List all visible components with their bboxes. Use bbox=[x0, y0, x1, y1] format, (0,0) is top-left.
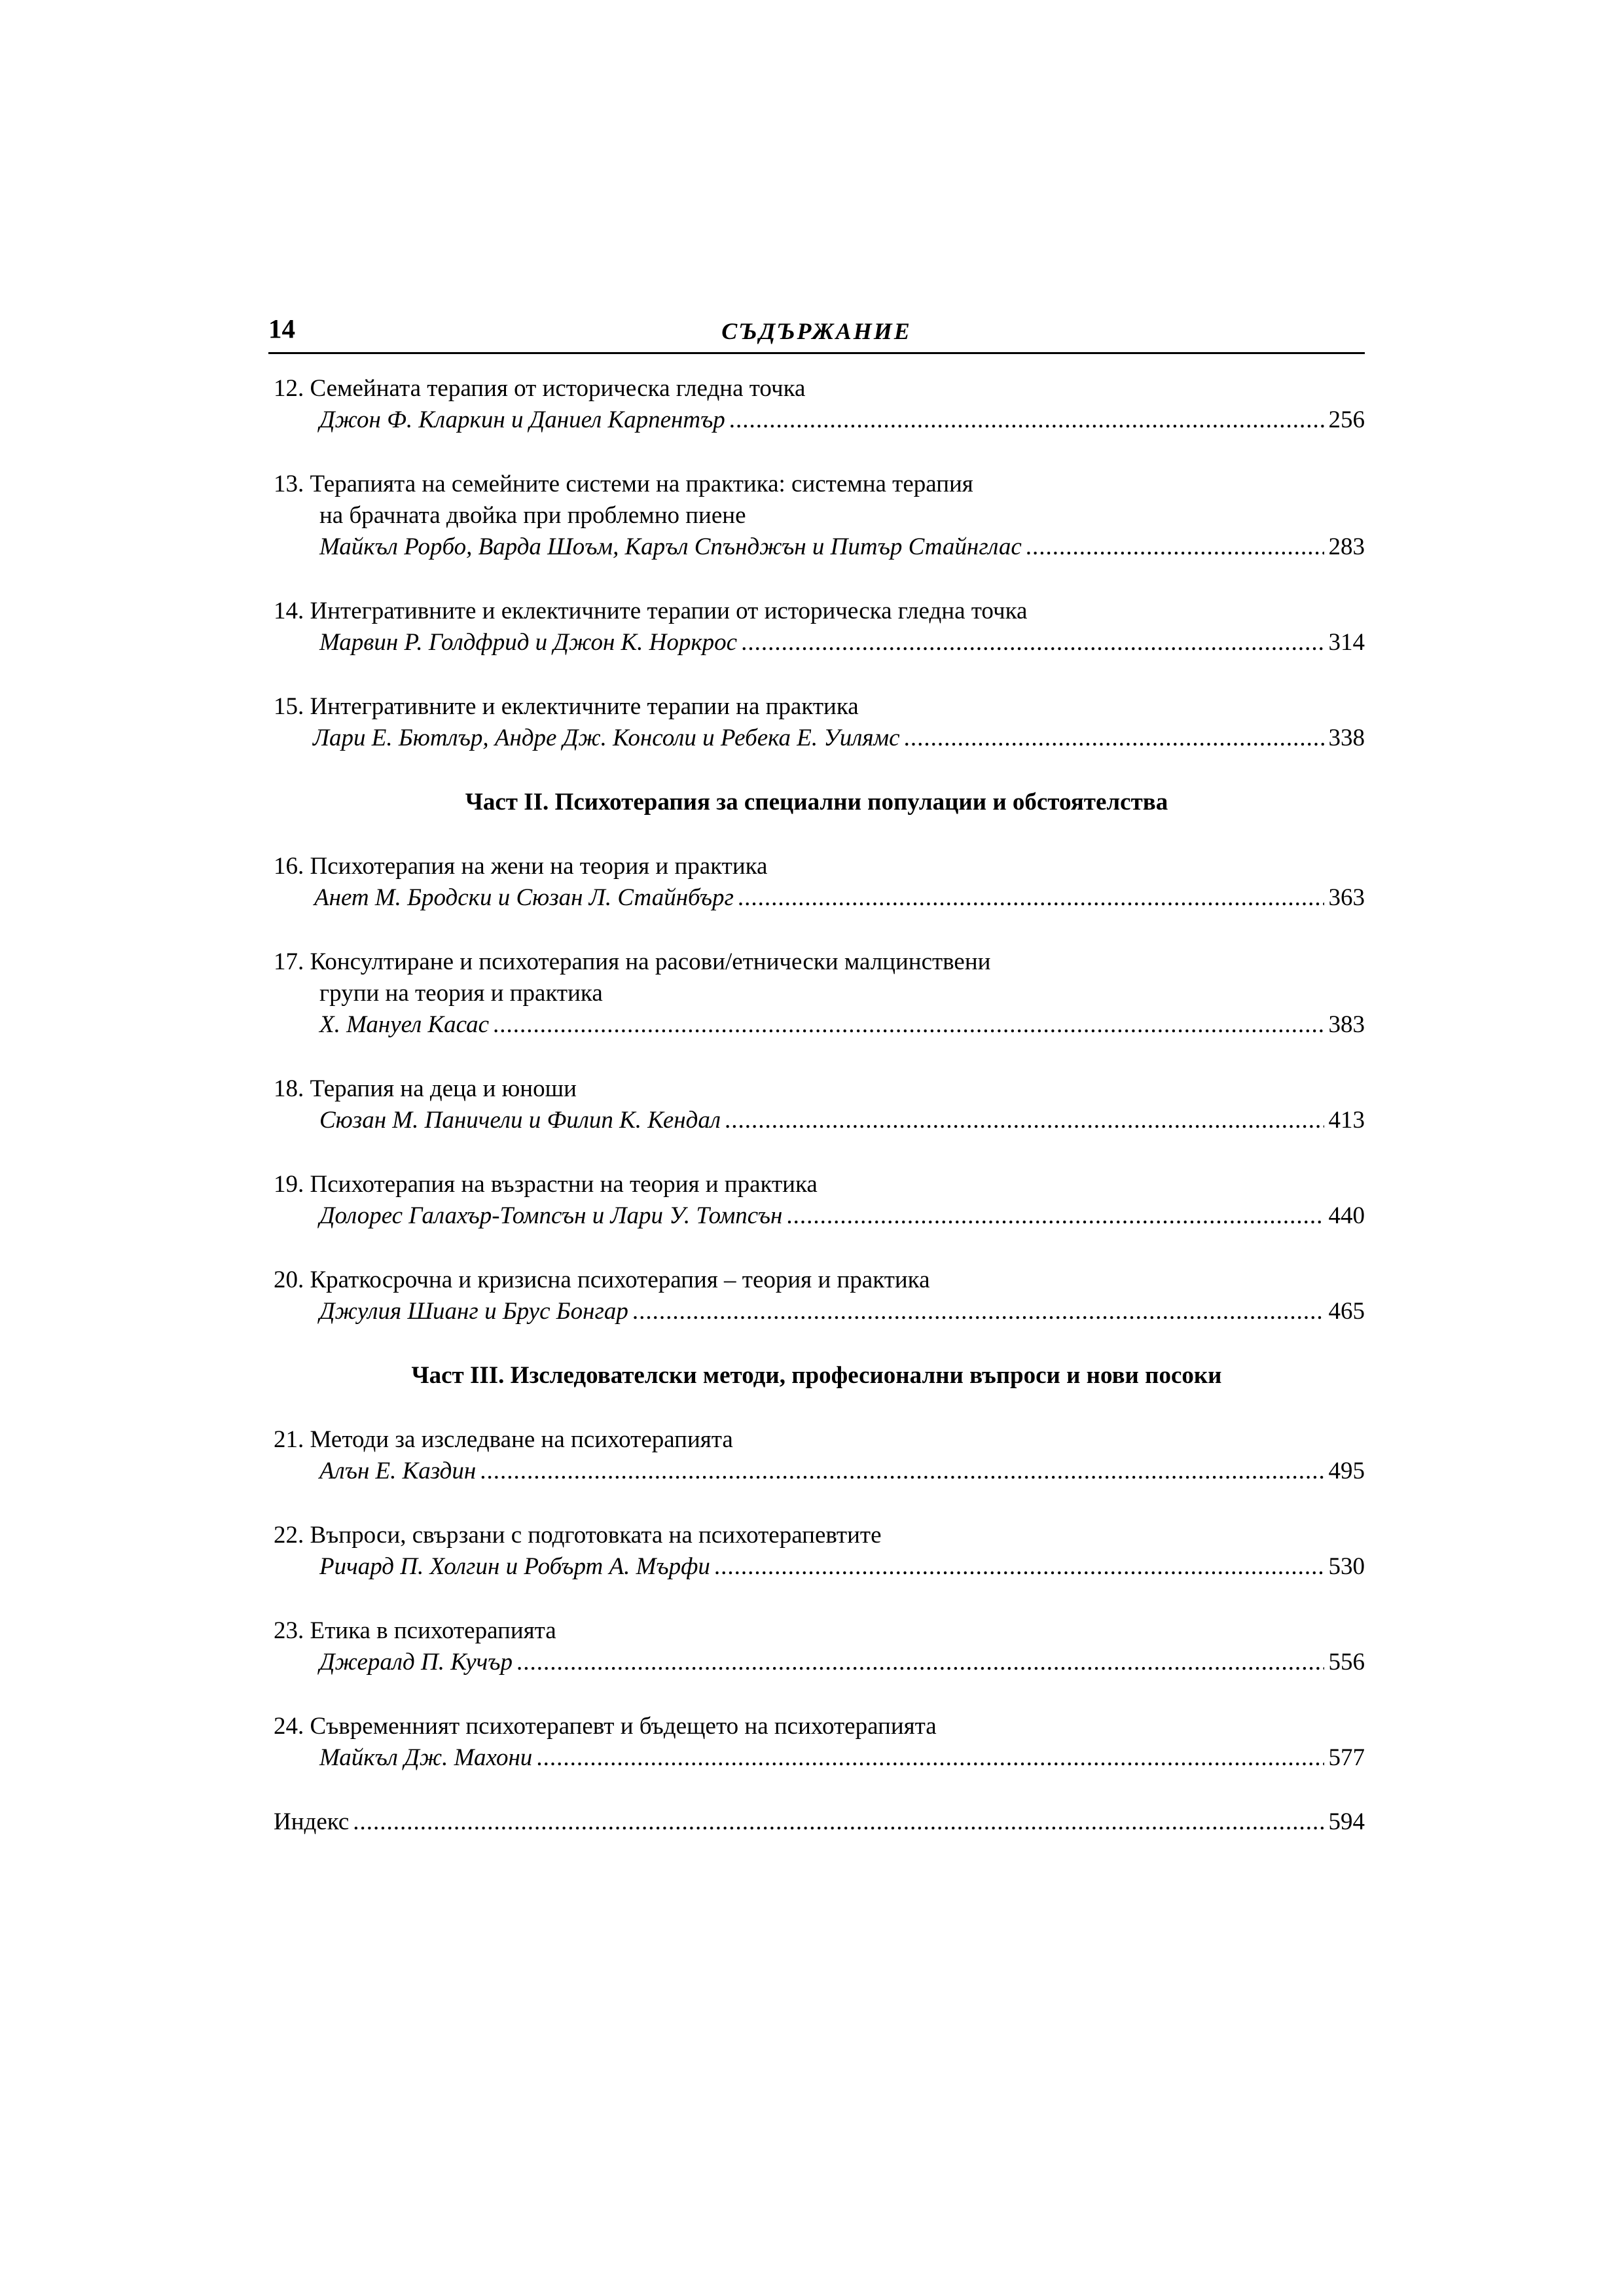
toc-entry-14-title: 14. Интегративните и еклектичните терапии от историческа гледна точка bbox=[274, 598, 1028, 624]
toc-entry-22-page: 530 bbox=[1328, 1553, 1365, 1580]
dot-leader bbox=[725, 1107, 1324, 1134]
toc-entry-13-author-line[interactable] bbox=[319, 534, 1365, 560]
dot-leader bbox=[1026, 534, 1324, 560]
toc-entry-20-title: 20. Краткосрочна и кризисна психотерапия – теория и практика bbox=[274, 1266, 930, 1293]
toc-index-label: Индекс bbox=[274, 1808, 350, 1835]
toc-entry-19-title: 19. Психотерапия на възрастни на теория и практика bbox=[274, 1171, 818, 1198]
toc-entry-13-title: 13. Терапията на семейните системи на практика: системна терапия bbox=[274, 471, 973, 497]
toc-entry-16-page: 363 bbox=[1328, 884, 1365, 911]
toc-entry-21-authors: Алън Е. Каздин bbox=[319, 1458, 477, 1484]
toc-entry-12-authors: Джон Ф. Кларкин и Даниел Карпентър bbox=[319, 406, 725, 433]
toc-index-page: 594 bbox=[1328, 1808, 1365, 1835]
toc-entry-22-title: 22. Въпроси, свързани с подготовката на психотерапевтите bbox=[274, 1522, 882, 1549]
toc-entry-22-authors: Ричард П. Холгин и Робърт А. Мърфи bbox=[319, 1553, 710, 1580]
part-heading-3: Част III. Изследователски методи, професионални въпроси и нови посоки bbox=[411, 1362, 1222, 1389]
dot-leader bbox=[714, 1554, 1324, 1580]
toc-entry-12-page: 256 bbox=[1328, 406, 1365, 433]
toc-entry-12-title: 12. Семейната терапия от историческа гледна точка bbox=[274, 375, 806, 402]
dot-leader bbox=[493, 1012, 1324, 1038]
toc-entry-13-page: 283 bbox=[1328, 533, 1365, 560]
toc-entry-21-page: 495 bbox=[1328, 1458, 1365, 1484]
toc-entry-14-page: 314 bbox=[1328, 629, 1365, 656]
toc-entry-24-page: 577 bbox=[1328, 1744, 1365, 1771]
toc-entry-16-title: 16. Психотерапия на жени на теория и практика bbox=[274, 853, 768, 880]
toc-entry-14-author-line[interactable] bbox=[319, 630, 1365, 656]
toc-entry-24-title: 24. Съвременният психотерапевт и бъдещето на психотерапията bbox=[274, 1713, 937, 1740]
toc-entry-19-author-line[interactable] bbox=[319, 1203, 1365, 1229]
toc-entry-15-page: 338 bbox=[1328, 725, 1365, 751]
part-heading-2: Част II. Психотерапия за специални популации и обстоятелства bbox=[465, 789, 1168, 816]
toc-index-line[interactable] bbox=[274, 1809, 1365, 1835]
toc-entry-20-author-line[interactable] bbox=[319, 1299, 1365, 1325]
toc-entry-21-author-line[interactable] bbox=[319, 1458, 1365, 1484]
toc-entry-18-title: 18. Терапия на деца и юноши bbox=[274, 1075, 577, 1102]
toc-entry-23-page: 556 bbox=[1328, 1649, 1365, 1676]
toc-entry-17-title: 17. Консултиране и психотерапия на расови/етнически малцинствени bbox=[274, 948, 991, 975]
toc-entry-18-author-line[interactable] bbox=[319, 1107, 1365, 1134]
toc-entry-18-authors: Сюзан М. Паничели и Филип К. Кендал bbox=[319, 1107, 721, 1134]
running-title: СЪДЪРЖАНИЕ bbox=[721, 318, 912, 344]
toc-entry-23-author-line[interactable] bbox=[319, 1649, 1365, 1676]
toc-entry-16-authors: Анет М. Бродски и Сюзан Л. Стайнбърг bbox=[314, 884, 734, 911]
dot-leader bbox=[516, 1649, 1324, 1676]
page-header bbox=[268, 313, 1365, 354]
toc-entry-17-author-line[interactable] bbox=[319, 1012, 1365, 1038]
dot-leader bbox=[729, 407, 1324, 433]
toc-entry-17-title-cont: групи на теория и практика bbox=[319, 980, 603, 1007]
toc-entry-14-authors: Марвин Р. Голдфрид и Джон К. Норкрос bbox=[319, 629, 738, 656]
toc-entry-22-author-line[interactable] bbox=[319, 1554, 1365, 1580]
toc-entry-20-page: 465 bbox=[1328, 1298, 1365, 1325]
toc-entry-23-authors: Джералд П. Кучър bbox=[319, 1649, 513, 1676]
toc-entry-17-authors: Х. Мануел Касас bbox=[319, 1011, 490, 1038]
toc-entry-23-title: 23. Етика в психотерапията bbox=[274, 1617, 556, 1644]
toc-entry-24-author-line[interactable] bbox=[319, 1745, 1365, 1771]
toc-entry-15-authors: Лари Е. Бютлър, Андре Дж. Консоли и Ребека Е. Уилямс bbox=[313, 725, 900, 751]
dot-leader bbox=[353, 1809, 1324, 1835]
dot-leader bbox=[738, 885, 1324, 911]
toc-entry-24-authors: Майкъл Дж. Махони bbox=[319, 1744, 533, 1771]
toc-entry-15-title: 15. Интегративните и еклектичните терапии на практика bbox=[274, 693, 859, 720]
dot-leader bbox=[741, 630, 1324, 656]
dot-leader bbox=[786, 1203, 1324, 1229]
dot-leader bbox=[904, 725, 1324, 751]
toc-entry-15-author-line[interactable] bbox=[313, 725, 1365, 751]
toc-entry-19-page: 440 bbox=[1328, 1202, 1365, 1229]
toc-entry-16-author-line[interactable] bbox=[314, 885, 1365, 911]
dot-leader bbox=[536, 1745, 1324, 1771]
toc-entry-13-title-cont: на брачната двойка при проблемно пиене bbox=[319, 502, 746, 529]
toc-entry-18-page: 413 bbox=[1328, 1107, 1365, 1134]
toc-entry-20-authors: Джулия Шианг и Брус Бонгар bbox=[319, 1298, 628, 1325]
toc-entry-13-authors: Майкъл Рорбо, Варда Шоъм, Каръл Спънджън и Питър Стайнглас bbox=[319, 533, 1022, 560]
toc-entry-19-authors: Долорес Галахър-Томпсън и Лари У. Томпсън bbox=[319, 1202, 783, 1229]
page-number: 14 bbox=[268, 314, 295, 344]
toc-entry-12-author-line[interactable] bbox=[319, 407, 1365, 433]
toc-entry-21-title: 21. Методи за изследване на психотерапията bbox=[274, 1426, 733, 1453]
dot-leader bbox=[480, 1458, 1324, 1484]
toc-entry-17-page: 383 bbox=[1328, 1011, 1365, 1038]
dot-leader bbox=[632, 1299, 1324, 1325]
